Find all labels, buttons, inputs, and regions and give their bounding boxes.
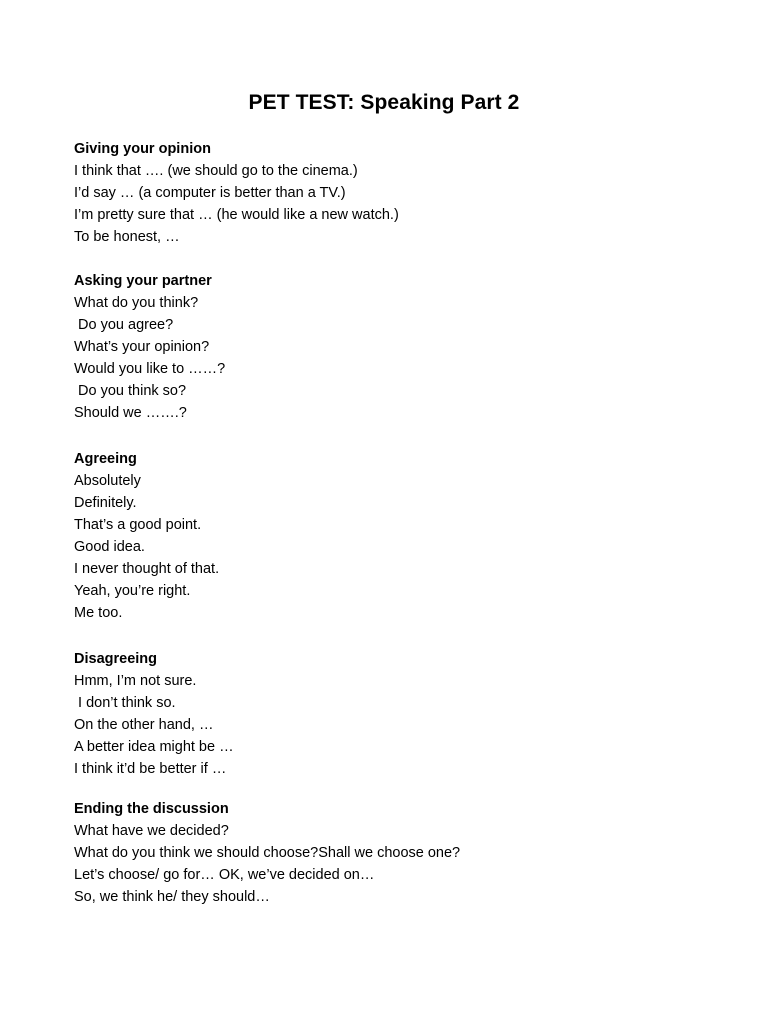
phrase-line: Should we …….? xyxy=(74,405,187,421)
phrase-line: Would you like to ……? xyxy=(74,361,226,377)
phrase-line: What’s your opinion? xyxy=(74,339,210,355)
section-heading: Asking your partner xyxy=(74,273,212,289)
phrase-line: I think that …. (we should go to the cinema.) xyxy=(74,163,358,179)
phrase-line: Let’s choose/ go for… OK, we’ve decided on… xyxy=(74,867,375,883)
phrase-line: Do you agree? xyxy=(74,317,174,333)
phrase-line: I think it’d be better if … xyxy=(74,761,227,777)
phrase-line: I don’t think so. xyxy=(74,695,176,711)
section-giving-opinion xyxy=(74,138,724,248)
phrase-line: To be honest, … xyxy=(74,229,180,245)
phrase-line: On the other hand, … xyxy=(74,717,214,733)
section-heading: Giving your opinion xyxy=(74,141,211,157)
section-ending-discussion xyxy=(74,798,724,908)
phrase-line: I’m pretty sure that … (he would like a new watch.) xyxy=(74,207,399,223)
phrase-line: That’s a good point. xyxy=(74,517,202,533)
section-heading: Ending the discussion xyxy=(74,801,229,817)
section-heading: Disagreeing xyxy=(74,651,157,667)
phrase-line: Do you think so? xyxy=(74,383,187,399)
section-heading: Agreeing xyxy=(74,451,137,467)
phrase-line: Good idea. xyxy=(74,539,145,555)
section-disagreeing xyxy=(74,648,724,780)
phrase-line: A better idea might be … xyxy=(74,739,234,755)
phrase-line: Definitely. xyxy=(74,495,137,511)
phrase-line: I’d say … (a computer is better than a TV.) xyxy=(74,185,346,201)
section-agreeing xyxy=(74,448,724,624)
phrase-line: What do you think? xyxy=(74,295,199,311)
phrase-line: Yeah, you’re right. xyxy=(74,583,191,599)
section-asking-partner xyxy=(74,270,724,424)
phrase-line: Absolutely xyxy=(74,473,141,489)
phrase-line: Me too. xyxy=(74,605,123,621)
phrase-line: What do you think we should choose?Shall we choose one? xyxy=(74,845,461,861)
phrase-line: So, we think he/ they should… xyxy=(74,889,270,905)
phrase-line: What have we decided? xyxy=(74,823,229,839)
page-title: PET TEST: Speaking Part 2 xyxy=(248,91,520,114)
phrase-line: I never thought of that. xyxy=(74,561,220,577)
phrase-line: Hmm, I’m not sure. xyxy=(74,673,197,689)
